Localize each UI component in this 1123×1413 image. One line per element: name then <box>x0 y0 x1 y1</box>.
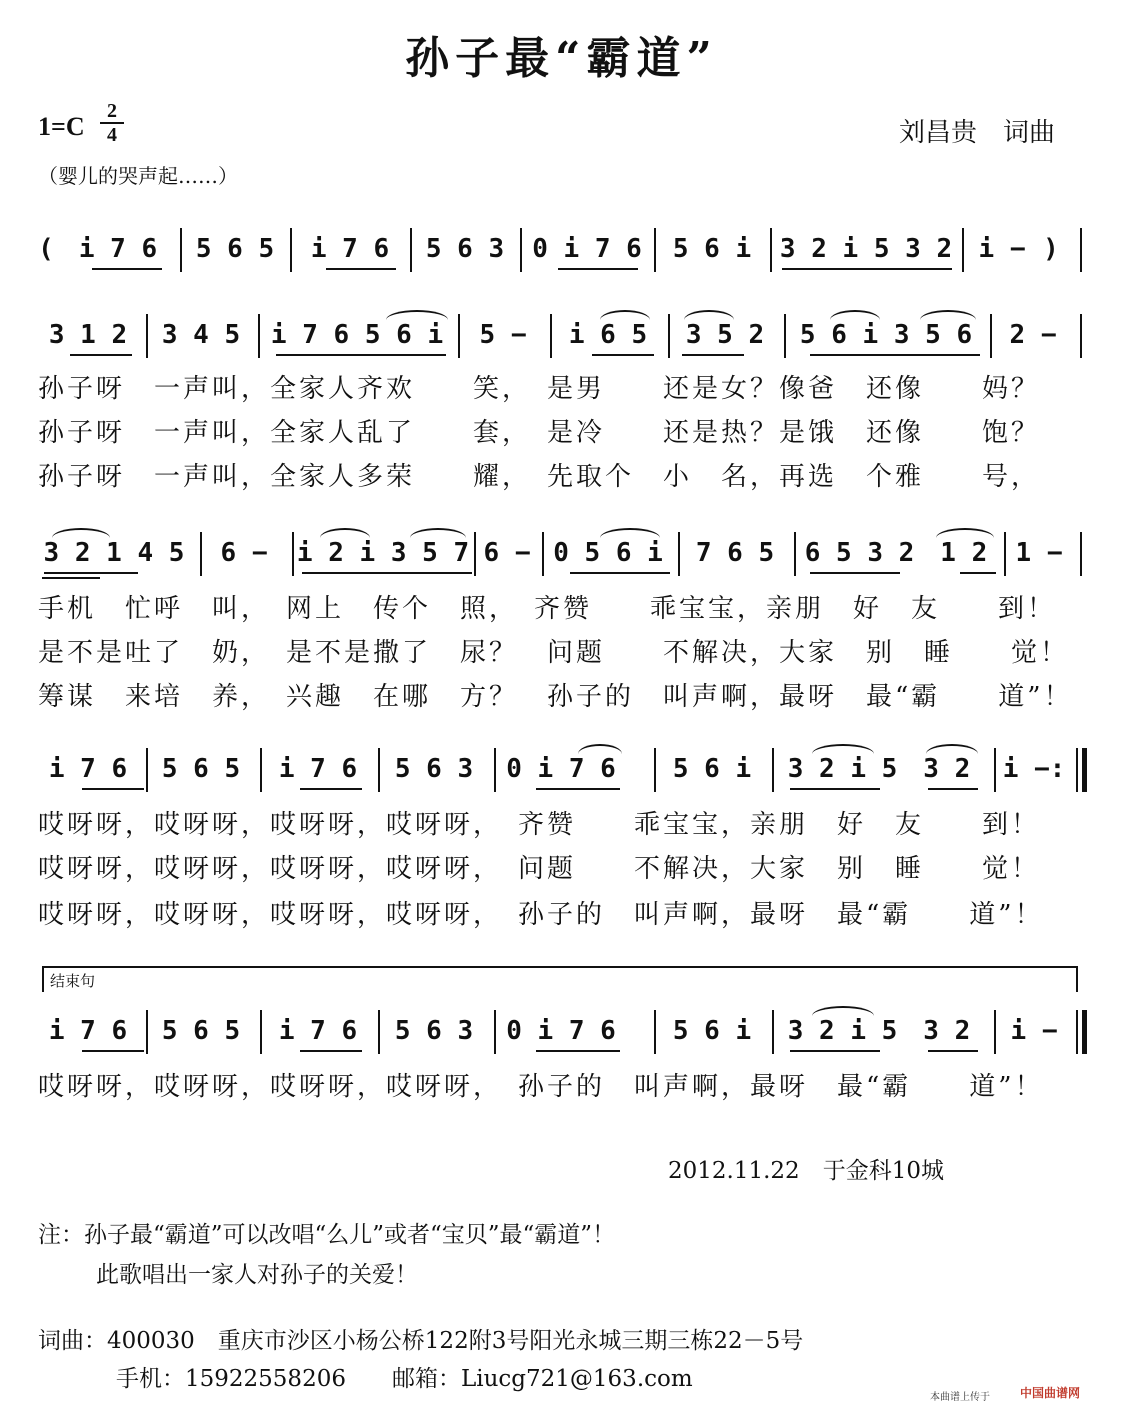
repeat-open-paren: ( <box>38 234 54 264</box>
measure: 5 6 i 3 5 6 <box>799 320 973 350</box>
measure: i 7 6 5 6 i <box>270 320 444 350</box>
measure: 5 6 5 <box>161 1016 241 1046</box>
intro-measure: i 7 6 <box>78 234 158 264</box>
intro-note: （婴儿的哭声起……） <box>38 164 238 188</box>
measure: 6 − <box>220 538 268 568</box>
contact-line: 手机：15922558206 邮箱：Liucg721@163.com <box>116 1366 693 1392</box>
footnote-line-2: 此歌唱出一家人对孙子的关爱！ <box>96 1262 418 1288</box>
measure: i −: <box>1002 754 1066 784</box>
underline <box>682 354 744 356</box>
slur <box>926 744 978 754</box>
measure: 0 i 7 6 <box>506 754 616 784</box>
underline <box>558 268 638 270</box>
underline <box>960 572 996 574</box>
slur <box>920 310 976 320</box>
measure: 0 5 6 i <box>553 538 663 568</box>
intro-measure: 0 i 7 6 <box>532 234 642 264</box>
time-signature <box>100 100 124 146</box>
underline <box>592 354 654 356</box>
underline <box>536 788 620 790</box>
underline <box>790 1050 880 1052</box>
lyric-line: 筹谋 来培 养， 兴趣 在哪 方？ 孙子的 叫声啊，最呀 最“霸 道”！ <box>38 682 1073 712</box>
underline <box>928 788 978 790</box>
repeat-end-barline <box>1082 748 1087 792</box>
barline <box>1076 748 1078 792</box>
underline <box>70 354 132 356</box>
slur <box>386 310 448 320</box>
composer-credit: 刘昌贵 词曲 <box>898 118 1055 148</box>
notation-row-1 <box>30 314 1095 362</box>
slur <box>320 528 370 538</box>
date-location: 2012.11.22 于金科10城 <box>668 1158 944 1184</box>
measure: 5 6 i <box>672 1016 752 1046</box>
measure: i − <box>1010 1016 1058 1046</box>
barline <box>1080 314 1082 358</box>
measure: 7 6 5 <box>695 538 775 568</box>
barline <box>1080 532 1082 576</box>
intro-measure: 5 6 3 <box>425 234 505 264</box>
lyric-line: 孙子呀 一声叫，全家人多荣 耀， 先取个 小 名，再选 个雅 号， <box>38 462 1041 492</box>
ending-label: 结束句 <box>50 972 96 990</box>
barline <box>1076 1010 1078 1054</box>
underline <box>302 572 472 574</box>
measure: 5 6 3 <box>394 1016 474 1046</box>
lyric-line: 哎呀呀，哎呀呀，哎呀呀，哎呀呀， 齐赞 乖宝宝，亲朋 好 友 到！ <box>38 810 1041 840</box>
measure: 5 6 i <box>672 754 752 784</box>
underline <box>92 268 162 270</box>
underline <box>300 1050 362 1052</box>
notation-row-4 <box>30 1010 1095 1058</box>
lyric-line: 手机 忙呼 叫， 网上 传个 照， 齐赞 乖宝宝，亲朋 好 友 到！ <box>38 594 1057 624</box>
lyric-line: 哎呀呀，哎呀呀，哎呀呀，哎呀呀， 孙子的 叫声啊，最呀 最“霸 道”！ <box>38 1072 1044 1102</box>
address-line: 词曲：400030 重庆市沙区小杨公桥122附3号阳光永城三期三栋22－5号 <box>38 1328 804 1354</box>
underline <box>810 572 900 574</box>
underline <box>782 268 952 270</box>
measure: 5 − <box>479 320 527 350</box>
barline <box>962 228 964 272</box>
lyric-line: 哎呀呀，哎呀呀，哎呀呀，哎呀呀， 问题 不解决，大家 别 睡 觉！ <box>38 854 1041 884</box>
underline <box>300 788 362 790</box>
key-signature: 1=C <box>38 112 85 141</box>
intro-measure: i − <box>978 234 1026 264</box>
slur <box>600 310 650 320</box>
measure: i 7 6 <box>278 754 358 784</box>
measure: i 6 5 <box>568 320 648 350</box>
intro-measure: 5 6 5 <box>195 234 275 264</box>
measure: 3 1 2 <box>48 320 128 350</box>
repeat-close-paren: ) <box>1043 234 1059 264</box>
underline <box>790 788 880 790</box>
lyric-line: 孙子呀 一声叫，全家人乱了 套， 是冷 还是热？是饿 还像 饱？ <box>38 418 1041 448</box>
intro-row <box>30 228 1095 276</box>
slur <box>52 528 110 538</box>
measure: i 7 6 <box>48 1016 128 1046</box>
notation-row-3 <box>30 748 1095 796</box>
underline <box>326 268 396 270</box>
measure: 5 6 5 <box>161 754 241 784</box>
slur <box>830 310 880 320</box>
measure: 6 − <box>483 538 531 568</box>
intro-measure: i 7 6 <box>310 234 390 264</box>
underline <box>82 788 144 790</box>
measure: 5 6 3 <box>394 754 474 784</box>
final-barline <box>1082 1010 1087 1054</box>
time-signature-bottom: 4 <box>100 122 124 146</box>
ending-bracket <box>42 966 1078 992</box>
measure: 3 2 i 5 3 2 <box>787 754 971 784</box>
underline <box>44 572 138 574</box>
underline <box>928 1050 978 1052</box>
underline <box>42 577 100 579</box>
lyric-line: 是不是吐了 奶， 是不是撒了 尿？ 问题 不解决，大家 别 睡 觉！ <box>38 638 1070 668</box>
measure: 3 2 i 5 3 2 <box>787 1016 971 1046</box>
intro-measure: 3 2 i 5 3 2 <box>779 234 953 264</box>
slur <box>684 310 734 320</box>
measure: 3 2 1 4 5 <box>43 538 185 568</box>
measure: i 2 i 3 5 7 <box>296 538 470 568</box>
underline <box>570 572 670 574</box>
measure: 0 i 7 6 <box>506 1016 616 1046</box>
measure: 3 4 5 <box>161 320 241 350</box>
slur <box>410 528 466 538</box>
measure: i 7 6 <box>48 754 128 784</box>
upload-note: 本曲谱上传于 <box>930 1392 990 1403</box>
site-logo[interactable]: 中国曲谱网 <box>1020 1386 1081 1400</box>
slur <box>812 744 874 754</box>
underline <box>276 354 446 356</box>
measure: i 7 6 <box>278 1016 358 1046</box>
slur <box>812 1006 874 1016</box>
slur <box>936 528 994 538</box>
slur <box>578 744 622 754</box>
slur <box>600 528 660 538</box>
intro-measure: 5 6 i <box>672 234 752 264</box>
measure: 1 − <box>1015 538 1063 568</box>
underline <box>82 1050 144 1052</box>
underline <box>810 354 980 356</box>
measure: 6 5 3 2 1 2 <box>804 538 988 568</box>
footnote-line-1: 注：孙子最“霸道”可以改唱“么儿”或者“宝贝”最“霸道”！ <box>38 1222 616 1248</box>
song-title: 孙子最“霸道” <box>405 33 718 84</box>
underline <box>536 1050 620 1052</box>
lyric-line: 哎呀呀，哎呀呀，哎呀呀，哎呀呀， 孙子的 叫声啊，最呀 最“霸 道”！ <box>38 900 1044 930</box>
barline <box>1080 228 1082 272</box>
time-signature-top: 2 <box>107 100 117 122</box>
measure: 3 5 2 <box>685 320 765 350</box>
lyric-line: 孙子呀 一声叫，全家人齐欢 笑， 是男 还是女？像爸 还像 妈？ <box>38 374 1041 404</box>
measure: 2 − <box>1009 320 1057 350</box>
notation-row-2 <box>30 532 1095 580</box>
